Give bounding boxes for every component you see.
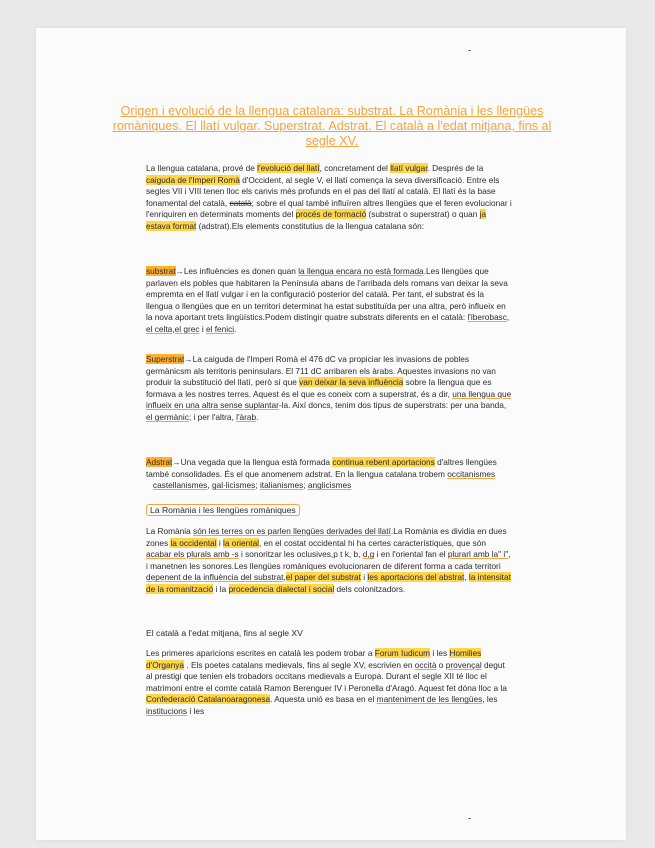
highlight: continua rebent aportacions <box>332 457 435 467</box>
intro-paragraph <box>146 163 512 233</box>
text: . <box>234 323 237 334</box>
title-text: Origen i evolució de la llengua catalana: substrat. La Romània i les llengües romàniques. El llatí vulgar. Superstrat. Adstrat. El català a l'edat mitjana, fins al segle XV. <box>112 104 552 148</box>
underline: són les terres on es parlen llengües derivades del llatí <box>193 526 391 536</box>
text: d'Occident, al segle V, el llatí comença la seva diversificació. Entre els segles VII i VIII tenen lloc els canvis més profunds en el pas del llatí al català. El llatí és la base fonamental del català, <box>146 174 500 208</box>
text: dels colonitzadors. <box>334 583 406 594</box>
text: d'altres llengües també consolidades. És el que anomenem adstrat. En la llengua catalana trobem <box>146 457 497 479</box>
highlight: les aportacions del abstrat <box>367 572 465 583</box>
text: i <box>360 572 368 583</box>
text: ; i per l'altra, <box>188 411 237 422</box>
underline: depenent de la influència del substrat <box>146 572 284 583</box>
text: , <box>464 572 469 583</box>
text: i sonoritzar les oclusives,p t k, b, <box>238 549 363 560</box>
section-heading-romania <box>146 504 300 516</box>
highlight: caiguda de l'Imperi Romà <box>146 174 240 185</box>
highlight: Homilies d'Organya <box>146 648 482 670</box>
scan-speck <box>468 50 471 51</box>
underline: l'iberobasc <box>467 312 507 323</box>
mitjana-paragraph <box>146 648 512 718</box>
highlight: Confederació Catalanoaragonesa <box>146 694 271 705</box>
text: , i manetnen les sonores.Les llengües romàniques evolucionaren de diferent forma a cada territori <box>146 549 511 571</box>
highlight: Superstrat <box>146 354 185 364</box>
highlight: el paper del substrat <box>285 572 361 583</box>
underline: el grec <box>174 323 200 334</box>
text: . Després de la <box>427 163 484 173</box>
underline: la llengua encara no està formada <box>298 266 424 276</box>
underline: el germànic <box>146 411 189 422</box>
adstrat-paragraph <box>146 457 512 492</box>
underline: una llengua que influeix en una altra sense suplantar <box>146 388 512 411</box>
underline: gal·licismes <box>211 480 256 491</box>
substrat-paragraph <box>146 266 512 336</box>
underline: el celta <box>146 323 173 334</box>
text: i les <box>430 648 450 658</box>
underline: anglicismes <box>307 480 352 491</box>
text: . Els poetes catalans medievals, fins al segle XV, escrivien en <box>184 659 415 670</box>
text: i les <box>187 705 205 716</box>
text: .Les llengües que parlaven els pobles que habitaren la Península abans de l'arribada dels romans van deixar la seva empremta en el llatí vulgar i en la configuració posterior del català. Per tant, el substrat és la llengua o llengües que en un territori determinat ha estat substituïda per una altra, però influeix en la nova aportant trets lingüístics.Podem distingir quatre substrats diferents en el català: <box>146 266 508 323</box>
text: →Una vegada que la llengua està formada <box>172 457 333 467</box>
highlight: la oriental <box>223 537 260 548</box>
romania-paragraph <box>146 526 512 596</box>
text: →La caiguda de l'Imperi Romà el 476 dC va propiciar les invasions de pobles germànicsm als territoris peninsulars. El 711 dC arribaren els àrabs. Aquestes invasions no van produir la substitució del llatí, però sí que <box>146 354 496 388</box>
strikethrough: català <box>229 197 252 208</box>
highlight: procés de formació <box>295 209 367 220</box>
page-title <box>112 104 552 149</box>
text: , <box>172 323 175 334</box>
text: degut al prestigi que tenien els trobadors occitans medievals a Europa. Durant el segle XII té lloc el matrimoni entre el comte català Ramon Berenguer IV i Peronella d'Aragó. Aquest fet dóna lloc a la <box>146 659 507 693</box>
scanned-page <box>36 28 626 840</box>
underline: italianismes <box>259 480 304 491</box>
text: o <box>436 659 446 670</box>
text: ; <box>303 480 308 491</box>
underline: acabar els plurals amb -s <box>146 549 239 560</box>
highlight: Forum Iudicum <box>374 648 431 658</box>
text: (adstrat).Els elements constitutius de la llengua catalana són: <box>196 220 425 231</box>
text: i en l'oriental fan el <box>374 549 448 560</box>
section-heading-mitjana <box>146 628 303 638</box>
text: -la. Així doncs, tenim dos tipus de superstrats: per una banda, <box>278 400 507 411</box>
underline: institucions <box>146 705 188 716</box>
superstrat-paragraph <box>146 354 512 424</box>
text: i la <box>213 583 229 594</box>
text <box>146 480 153 490</box>
text: Les primeres aparicions escrites en català les podem trobar a <box>146 648 375 658</box>
highlight: l'evolució del llatí <box>257 163 320 173</box>
scan-speck <box>468 818 471 819</box>
text: i <box>199 323 206 334</box>
boxed-heading: La Romània i les llengües romàniques <box>146 504 300 516</box>
highlight: Adstrat <box>146 457 173 467</box>
text: La Romània <box>146 526 194 536</box>
text: La llengua catalana, prové de <box>146 163 258 173</box>
underline: occitanismes <box>447 468 496 479</box>
text: ; sobre el qual també influïren altres llengües que el feren evolucionar i l'enriquiren en determinats moments del <box>146 197 512 220</box>
underline: d,g <box>362 549 375 560</box>
text: , les <box>482 694 498 705</box>
text: . Aquesta unió es basa en el <box>270 694 377 705</box>
underline: occità <box>414 659 437 670</box>
underline: l'àrab <box>236 411 257 422</box>
underline: plurarl amb la" i" <box>447 549 509 560</box>
highlight: la intensitat de la romanització <box>146 572 511 594</box>
underline: el fenici <box>205 323 235 334</box>
text: . <box>256 411 259 422</box>
highlight: llatí vulgar <box>390 163 428 173</box>
text: ; <box>255 480 260 491</box>
text: i <box>216 537 224 548</box>
text: , <box>283 572 286 583</box>
highlight: ja estava format <box>146 209 487 231</box>
text: , en el costat occidental hi ha certes característiques, que són <box>259 537 486 548</box>
text: sobre la llengua que es formava a les nostres terres. Aquest és el que es coneix com a superstrat, és a dir, <box>146 377 492 399</box>
underline: castellanismes <box>152 480 208 491</box>
text: , <box>207 480 212 491</box>
highlight: substrat <box>146 266 176 276</box>
text: (substrat o superstrat) o quan <box>366 209 480 220</box>
text: , concretament del <box>319 163 391 173</box>
underline: manteniment de les llengües <box>376 694 483 705</box>
underline: provençal <box>445 659 482 670</box>
text: →Les influències es donen quan <box>175 266 299 276</box>
heading-text: El català a l'edat mitjana, fins al segle XV <box>146 628 303 638</box>
text: , <box>506 312 510 323</box>
text: .La Romània es dividia en dues zones <box>146 526 507 548</box>
highlight: procedencia dialectal i social <box>228 583 335 594</box>
highlight: la occidental <box>170 537 217 548</box>
highlight: van deixar la seva influència <box>299 377 404 388</box>
